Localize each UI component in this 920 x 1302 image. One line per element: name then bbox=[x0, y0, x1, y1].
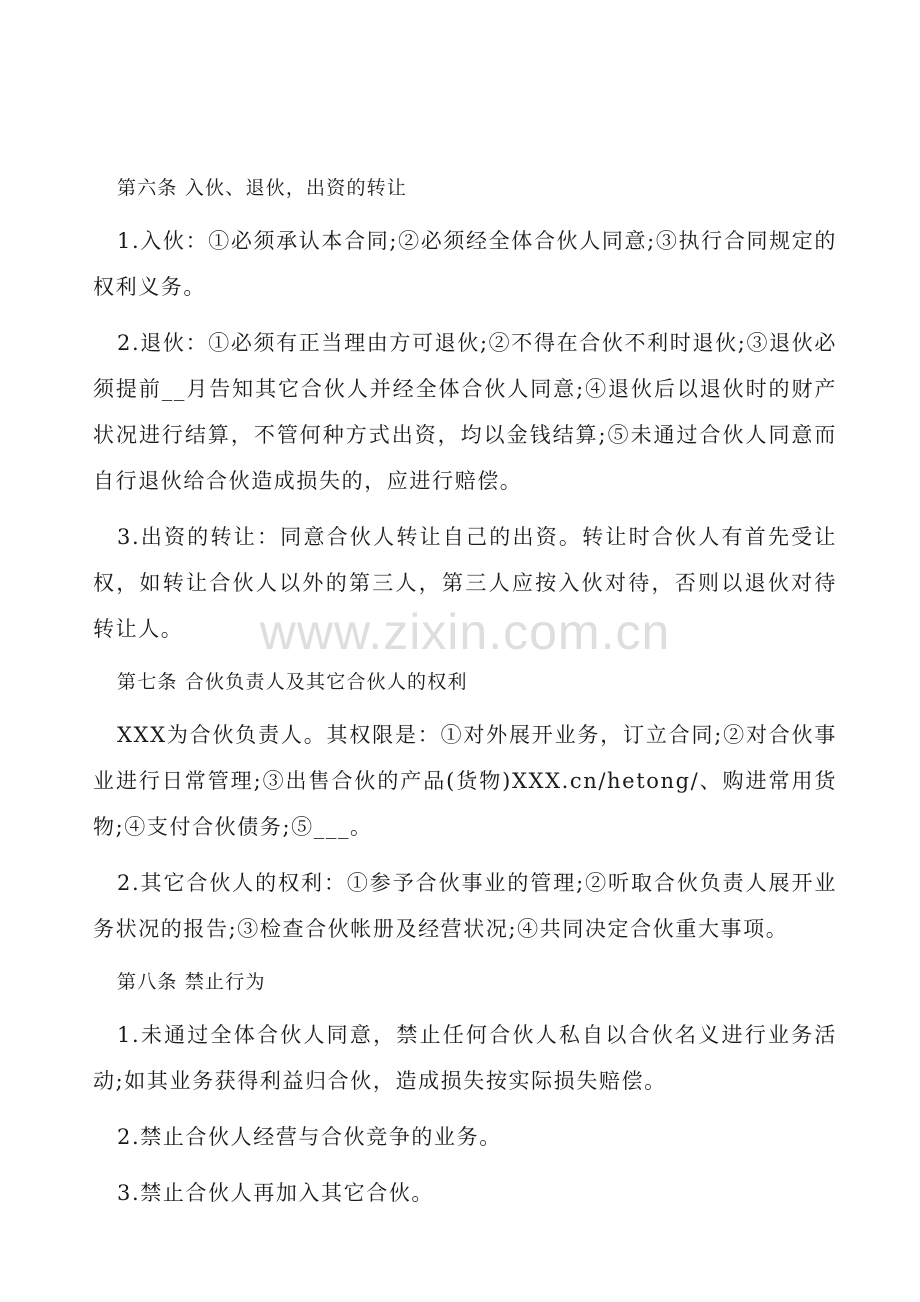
clause-6-1-joining: 1.入伙：①必须承认本合同;②必须经全体合伙人同意;③执行合同规定的权利义务。 bbox=[93, 229, 837, 299]
clause-7-1-manager-rights: XXX为合伙负责人。其权限是：①对外展开业务，订立合同;②对合伙事业进行日常管理;③出售合伙的产品(货物)XXX.cn/hetong/、购进常用货物;④支付合伙债务;⑤___。 bbox=[93, 723, 837, 839]
document-body bbox=[93, 168, 837, 1226]
clause-8-2-competition: 2.禁止合伙人经营与合伙竞争的业务。 bbox=[117, 1125, 502, 1149]
clause-8-1-unauthorized-business: 1.未通过全体合伙人同意，禁止任何合伙人私自以合伙名义进行业务活动;如其业务获得利益归合伙，造成损失按实际损失赔偿。 bbox=[93, 1023, 837, 1093]
watermark: www.zixin.com.cn bbox=[259, 604, 671, 660]
section-heading-7: 第七条 合伙负责人及其它合伙人的权利 bbox=[117, 671, 468, 693]
section-heading-8: 第八条 禁止行为 bbox=[117, 971, 266, 993]
clause-8-3-other-partnership: 3.禁止合伙人再加入其它合伙。 bbox=[117, 1181, 435, 1205]
clause-7-2-partner-rights: 2.其它合伙人的权利：①参予合伙事业的管理;②听取合伙负责人展开业务状况的报告;③检查合伙帐册及经营状况;④共同决定合伙重大事项。 bbox=[93, 871, 837, 941]
clause-6-3-capital-transfer: 3.出资的转让：同意合伙人转让自己的出资。转让时合伙人有首先受让权，如转让合伙人以外的第三人，第三人应按入伙对待，否则以退伙对待转让人。 bbox=[93, 525, 837, 641]
section-heading-6: 第六条 入伙、退伙，出资的转让 bbox=[117, 177, 408, 199]
clause-6-2-withdrawal: 2.退伙：①必须有正当理由方可退伙;②不得在合伙不利时退伙;③退伙必须提前__月告知其它合伙人并经全体合伙人同意;④退伙后以退伙时的财产状况进行结算，不管何种方式出资，均以金钱结算;⑤未通过合伙人同意而自行退伙给合伙造成损失的，应进行赔偿。 bbox=[93, 331, 837, 493]
